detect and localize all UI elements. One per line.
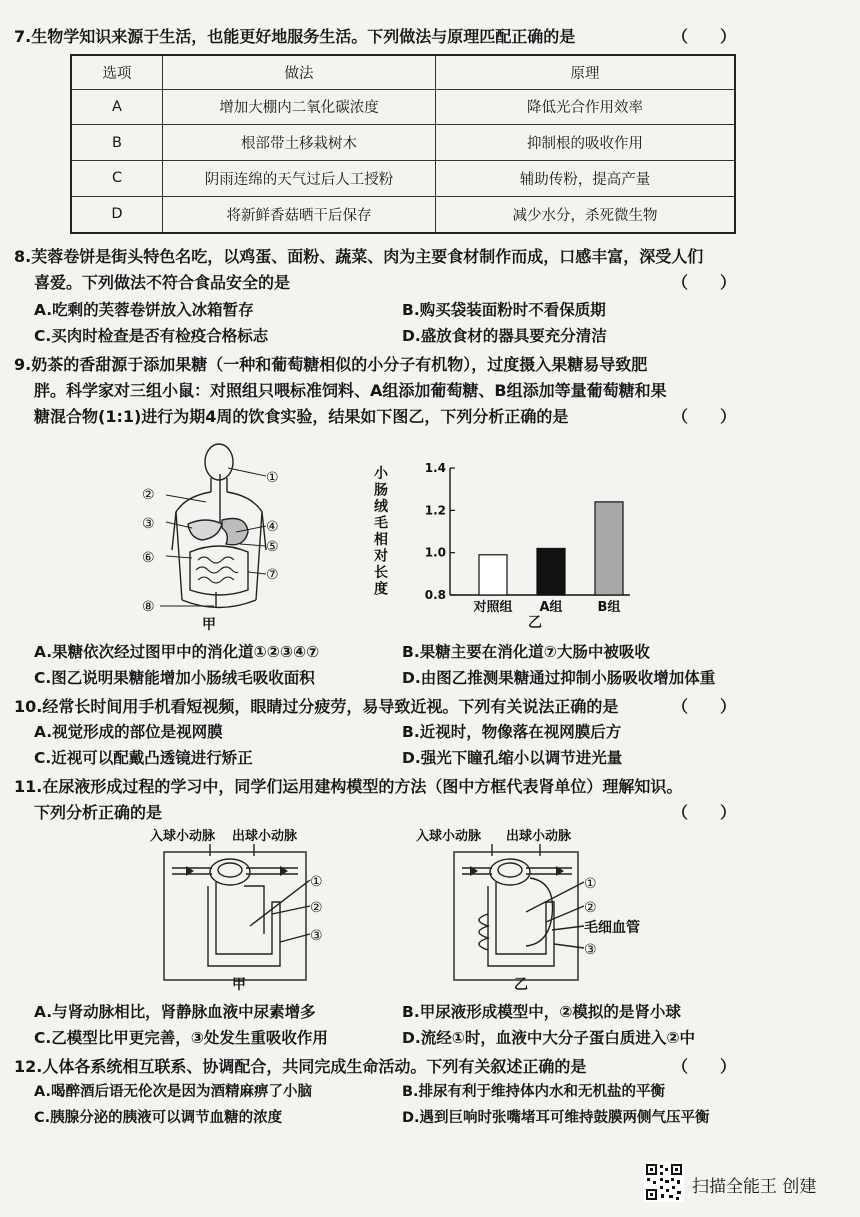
- q9-answer-paren: （ ）: [672, 407, 737, 426]
- q7-header-principle: 原理: [436, 55, 736, 89]
- y-axis-label-char: 绒: [374, 499, 388, 515]
- q7-row-option: D: [71, 196, 163, 233]
- q11-option-b: B.甲尿液形成模型中，②模拟的是肾小球: [402, 1003, 681, 1021]
- q9-option-c: C.图乙说明果糖能增加小肠绒毛吸收面积: [34, 669, 315, 687]
- footer-watermark-text: 扫描全能王 创建: [692, 1177, 817, 1197]
- x-category-label: 对照组: [473, 600, 513, 615]
- nephron-model-a: [150, 826, 380, 994]
- q7-row-method: 根部带土移栽树木: [163, 125, 436, 161]
- table-row: [71, 125, 735, 161]
- y-axis-label-char: 相: [374, 532, 388, 548]
- fig-a-label: ②: [142, 487, 155, 503]
- q12-option-b: B.排尿有利于维持体内水和无机盐的平衡: [402, 1084, 666, 1100]
- fig-a-label: ③: [142, 516, 155, 532]
- y-axis-label-char: 肠: [374, 482, 388, 499]
- q11-option-c: C.乙模型比甲更完善，③处发生重吸收作用: [34, 1029, 328, 1047]
- y-tick-label: 1.2: [424, 503, 446, 518]
- q12-option-a: A.喝醉酒后语无伦次是因为酒精麻痹了小脑: [34, 1084, 312, 1100]
- fig-b-nephron-label: ②: [584, 900, 597, 916]
- q9-option-b: B.果糖主要在消化道⑦大肠中被吸收: [402, 643, 650, 661]
- q7-answer-paren: （ ）: [672, 27, 737, 46]
- y-axis-label-char: 毛: [374, 515, 388, 532]
- bar-3: [595, 502, 623, 595]
- y-tick-label: 0.8: [424, 588, 446, 602]
- q7-row-method: 阴雨连绵的天气过后人工授粉: [163, 161, 436, 197]
- fig-a-nephron-label: ③: [310, 928, 323, 944]
- q7-row-option: A: [71, 89, 163, 125]
- q8-option-c: C.买肉时检查是否有检疫合格标志: [34, 327, 269, 345]
- q10-option-a: A.视觉形成的部位是视网膜: [34, 723, 223, 741]
- villi-length-bar-chart: [360, 460, 660, 620]
- q7-row-method: 增加大棚内二氧化碳浓度: [163, 89, 436, 125]
- fig-a-label: ⑦: [266, 567, 279, 583]
- fig-a-nephron-label: ②: [310, 900, 323, 916]
- bar-2: [537, 548, 565, 595]
- q11-stem-line2: 下列分析正确的是: [34, 803, 163, 822]
- q8-stem-line1: 8.芙蓉卷饼是街头特色名吃，以鸡蛋、面粉、蔬菜、肉为主要食材制作而成，口感丰富，深受人们: [14, 247, 704, 266]
- y-axis-label-char: 小: [374, 466, 388, 482]
- fig-b-nephron-label: ①: [584, 876, 597, 892]
- q10-answer-paren: （ ）: [672, 697, 737, 716]
- y-axis-label-char: 长: [374, 565, 388, 581]
- q7-table: [70, 54, 736, 234]
- fig-a-label: ⑧: [142, 599, 155, 615]
- q9-option-a: A.果糖依次经过图甲中的消化道①②③④⑦: [34, 643, 320, 661]
- fig-a-top-right-label: 出球小动脉: [232, 829, 298, 844]
- q7-row-principle: 降低光合作用效率: [436, 89, 736, 125]
- q10-option-c: C.近视可以配戴凸透镜进行矫正: [34, 749, 253, 767]
- q9-stem-line1: 9.奶茶的香甜源于添加果糖（一种和葡萄糖相似的小分子有机物），过度摄入果糖易导致肥: [14, 355, 648, 374]
- bar-1: [479, 555, 507, 595]
- digestive-system-figure: [136, 440, 296, 640]
- q7-stem: 7.生物学知识来源于生活，也能更好地服务生活。下列做法与原理匹配正确的是: [14, 27, 576, 46]
- q7-row-principle: 辅助传粉，提高产量: [436, 161, 736, 197]
- q11-option-a: A.与肾动脉相比，肾静脉血液中尿素增多: [34, 1003, 316, 1021]
- q7-row-principle: 减少水分，杀死微生物: [436, 196, 736, 233]
- q12-stem: 12.人体各系统相互联系、协调配合，共同完成生命活动。下列有关叙述正确的是: [14, 1057, 587, 1076]
- q11-stem-line1: 11.在尿液形成过程的学习中，同学们运用建构模型的方法（图中方框代表肾单位）理解知识。: [14, 777, 683, 796]
- q10-stem: 10.经常长时间用手机看短视频，眼睛过分疲劳，易导致近视。下列有关说法正确的是: [14, 697, 619, 716]
- q7-row-option: C: [71, 161, 163, 197]
- q7-header-method: 做法: [163, 55, 436, 89]
- q9-option-d: D.由图乙推测果糖通过抑制小肠吸收增加体重: [402, 669, 716, 687]
- table-row: [71, 161, 735, 197]
- fig-a-caption: 甲: [202, 617, 216, 633]
- x-category-label: B组: [597, 600, 621, 615]
- q8-option-a: A.吃剩的芙蓉卷饼放入冰箱暂存: [34, 301, 254, 319]
- q9-stem-line3: 糖混合物(1:1)进行为期4周的饮食实验，结果如下图乙，下列分析正确的是: [34, 407, 569, 426]
- q9-stem-line2: 胖。科学家对三组小鼠：对照组只喂标准饲料、A组添加葡萄糖、B组添加等量葡萄糖和果: [34, 381, 667, 400]
- fig-b-nephron-caption: 乙: [514, 977, 528, 993]
- q11-option-d: D.流经①时，血液中大分子蛋白质进入②中: [402, 1029, 696, 1047]
- fig-b-capillary-label: 毛细血管: [584, 920, 640, 936]
- qr-code-icon: [644, 1162, 684, 1202]
- y-axis-label-char: 度: [374, 581, 388, 598]
- fig-b-top-right-label: 出球小动脉: [506, 829, 572, 844]
- fig-b-top-left-label: 入球小动脉: [416, 829, 482, 844]
- y-axis-label-char: 对: [374, 548, 388, 565]
- fig-a-nephron-caption: 甲: [232, 977, 246, 993]
- x-category-label: A组: [539, 600, 563, 615]
- q12-option-c: C.胰腺分泌的胰液可以调节血糖的浓度: [34, 1110, 283, 1126]
- q8-stem-line2: 喜爱。下列做法不符合食品安全的是: [34, 273, 291, 292]
- fig-a-nephron-label: ①: [310, 874, 323, 890]
- table-row: [71, 89, 735, 125]
- q8-option-d: D.盛放食材的器具要充分清洁: [402, 327, 607, 345]
- q10-option-b: B.近视时，物像落在视网膜后方: [402, 723, 622, 741]
- q12-option-d: D.遇到巨响时张嘴堵耳可维持鼓膜两侧气压平衡: [402, 1110, 710, 1126]
- fig-a-top-left-label: 入球小动脉: [150, 829, 216, 844]
- q7-row-principle: 抑制根的吸收作用: [436, 125, 736, 161]
- y-tick-label: 1.4: [424, 461, 446, 475]
- q7-row-option: B: [71, 125, 163, 161]
- q7-row-method: 将新鲜香菇晒干后保存: [163, 196, 436, 233]
- q8-option-b: B.购买袋装面粉时不看保质期: [402, 301, 606, 319]
- fig-a-label: ⑥: [142, 550, 155, 566]
- fig-b-nephron-label: ③: [584, 942, 597, 958]
- q8-answer-paren: （ ）: [672, 273, 737, 292]
- y-tick-label: 1.0: [424, 545, 446, 560]
- q12-answer-paren: （ ）: [672, 1057, 737, 1076]
- fig-b-caption: 乙: [528, 615, 542, 631]
- q7-header-option: 选项: [71, 55, 163, 89]
- q11-answer-paren: （ ）: [672, 803, 737, 822]
- fig-a-label: ④: [266, 519, 279, 535]
- table-row: [71, 196, 735, 233]
- q10-option-d: D.强光下瞳孔缩小以调节进光量: [402, 749, 623, 767]
- nephron-model-b: [416, 826, 676, 994]
- fig-a-label: ⑤: [266, 539, 279, 555]
- fig-a-label: ①: [266, 470, 279, 486]
